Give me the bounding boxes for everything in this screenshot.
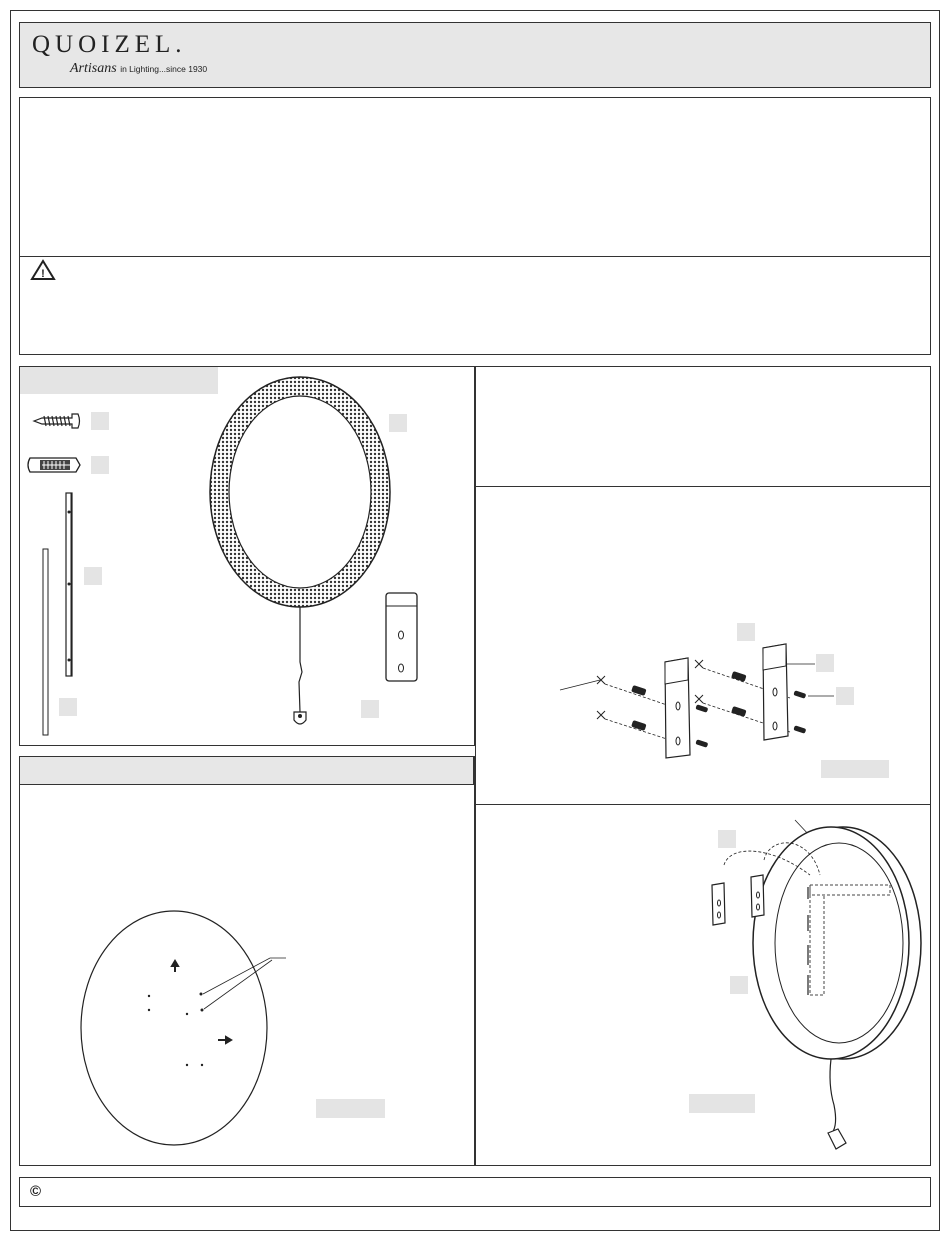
part-label-plate-step [816,654,834,672]
warning-symbol: ! [41,268,45,280]
long-bracket-icon [63,492,75,678]
wall-anchor-icon [26,455,84,475]
mounting-strip-icon [42,548,50,736]
figure-label-mirror-hang [689,1094,755,1113]
intro-divider [20,256,930,257]
footer-box [19,1177,931,1207]
part-label-bracket-hang [718,830,736,848]
intro-box [19,97,931,355]
copyright-icon: © [30,1183,42,1200]
mirror-icon [205,372,395,734]
part-label-mirror-hang [730,976,748,994]
part-label-screw [91,412,109,430]
step-panel-top [475,366,931,487]
part-label-screw-step [836,687,854,705]
header-box [19,22,931,88]
part-label-mirror [389,414,407,432]
brand-logo: QUOIZEL. [32,31,187,58]
warning-triangle-icon [30,259,56,281]
wall-plate-icon [385,592,419,684]
part-label-anchor [91,456,109,474]
template-diagram [80,910,290,1150]
brand-tagline [70,61,207,77]
tagline-rest: in Lighting...since 1930 [120,64,208,74]
bracket-install-diagram [560,640,860,760]
template-title-bar [19,756,474,785]
screw-icon [32,412,82,430]
tagline-script: Artisans [70,61,117,76]
part-label-long-bracket [84,567,102,585]
part-label-strip [59,698,77,716]
hardware-title-bar [20,367,218,394]
part-label-anchor-step [737,623,755,641]
figure-label-bracket-install [821,760,889,778]
figure-label-template [316,1099,385,1118]
part-label-wall-plate [361,700,379,718]
